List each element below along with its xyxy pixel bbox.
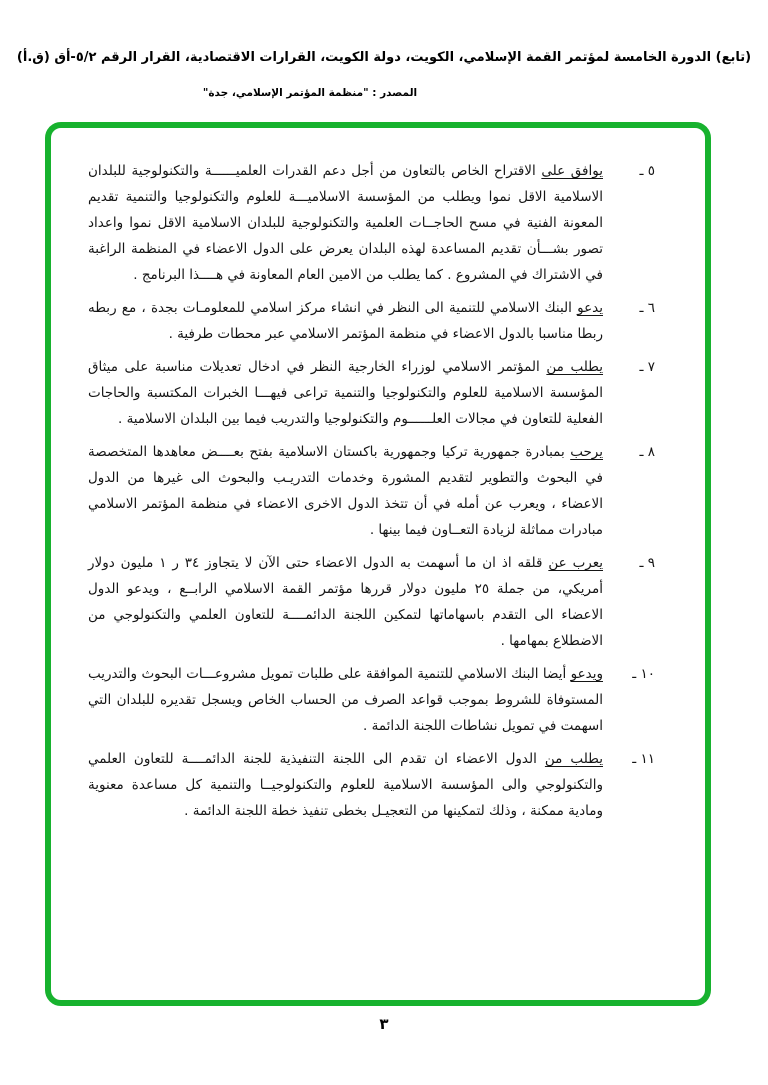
resolution-list — [88, 158, 655, 831]
item-number: ١٠ ـ — [632, 666, 655, 682]
item-text — [88, 550, 603, 654]
item-number: ٦ ـ — [639, 300, 655, 316]
item-lead-word: يرحب — [570, 444, 603, 460]
resolution-item-11 — [88, 746, 655, 824]
item-lead-word: يطلب من — [546, 359, 604, 375]
item-lead-word: يوافق على — [541, 163, 603, 179]
resolution-item-6 — [88, 295, 655, 347]
item-lead-word: ويدعو — [570, 666, 603, 682]
item-number: ٥ ـ — [639, 163, 655, 179]
item-text — [88, 439, 603, 543]
item-text — [88, 661, 603, 739]
item-text — [88, 295, 603, 347]
item-lead-word: يعرب عن — [548, 555, 603, 571]
resolution-item-10 — [88, 661, 655, 739]
item-number: ٨ ـ — [639, 444, 655, 460]
item-lead-word: يطلب من — [544, 751, 603, 767]
item-text — [88, 746, 603, 824]
item-body-text: الاقتراح الخاص بالتعاون من أجل دعم القدرات العلميــــــة والتكنولوجية للبلدان الاسلامية الاقل نموا ويطلب من المؤسسة الاسلاميـــة للعلوم والتكنولوجيا والتنمية تقديم المعونة الفنية في مسح الحاجــات العلمية والتكنولوجية للبلدان الاسلامية الاقل نموا واعداد تصور بشـــأن تقديم المساعدة لهذه البلدان يعرض على الدول الاعضاء في المنظمة الراغبة في الاشتراك في المشروع . كما يطلب من الامين العام المعاونة في هــــذا البرنامج . — [88, 163, 603, 283]
item-body-text: البنك الاسلامي للتنمية الى النظر في انشاء مركز اسلامي للمعلومـات بجدة ، مع ربطه ربطا مناسبا بالدول الاعضاء في منظمة المؤتمر الاسلامي عبر محطات طرفية . — [88, 300, 603, 342]
item-lead-word: يدعو — [577, 300, 603, 316]
item-number: ٧ ـ — [639, 359, 655, 375]
item-body-text: الدول الاعضاء ان تقدم الى اللجنة التنفيذية للجنة الدائمــــة للتعاون العلمي والتكنولوجي والى المؤسسة الاسلامية للعلوم والتكنولوجيــا والتنمية كل مساعدة معنوية ومادية ممكنة ، وذلك لتمكينها من التعجيـل بخطى تنفيذ خطة اللجنة الدائمة . — [88, 751, 603, 819]
item-number: ٩ ـ — [639, 555, 655, 571]
document-header-title: (تابع) الدورة الخامسة لمؤتمر القمة الإسلامي، الكويت، دولة الكويت، القرارات الاقتصادية، القرار الرقم ٥/٢-أق (ق.أ) — [16, 50, 752, 65]
item-body-text: المؤتمر الاسلامي لوزراء الخارجية النظر في ادخال تعديلات مناسبة على ميثاق المؤسسة الاسلامية للعلوم والتكنولوجيا والتنمية تراعى فيهـــا الخبرات المكتسبة والحاجات الفعلية للتعاون في مجالات العلــــــوم والتكنولوجيا والتدريب فيما بين البلدان الاسلامية . — [88, 359, 603, 427]
resolution-item-8 — [88, 439, 655, 543]
item-text — [88, 354, 603, 432]
page-number: ٣ — [379, 1015, 389, 1033]
item-text — [88, 158, 603, 288]
item-body-text: أيضا البنك الاسلامي للتنمية الموافقة على طلبات تمويل مشروعـــات البحوث والتدريب المستوفاة للشروط بموجب قواعد الصرف من الحساب الخاص ويسجل تقديره للبلدان التي اسهمت في تمويل نشاطات اللجنة الدائمة . — [88, 666, 603, 734]
item-body-text: بمبادرة جمهورية تركيا وجمهورية باكستان الاسلامية بفتح بعــــض معاهدها المتخصصة في البحوث والتطوير لتقديم المشورة وخدمات التدريـب والبحوث الى غيرها من الدول الاعضاء ، ويعرب عن أمله في أن تتخذ الدول الاخرى الاعضاء في منظمة المؤتمر الاسلامي مبادرات مماثلة لزيادة التعــاون فيما بينها . — [88, 444, 603, 538]
item-body-text: قلقه اذ ان ما أسهمت به الدول الاعضاء حتى الآن لا يتجاوز ٣٤ ر ١ مليون دولار أمريكي، من جملة ٢٥ مليون دولار قررها مؤتمر القمة الاسلامي الرابــع ، ويدعو الدول الاعضاء الى التقدم باسهاماتها لتمكين اللجنة الدائمــــة للتعاون العلمي والتكنولوجي من الاضطلاع بمهامها . — [88, 555, 603, 649]
document-source-line: المصدر : "منظمة المؤتمر الإسلامي، جدة" — [202, 87, 418, 99]
resolution-item-9 — [88, 550, 655, 654]
resolution-item-7 — [88, 354, 655, 432]
resolution-item-5 — [88, 158, 655, 288]
item-number: ١١ ـ — [632, 751, 655, 767]
